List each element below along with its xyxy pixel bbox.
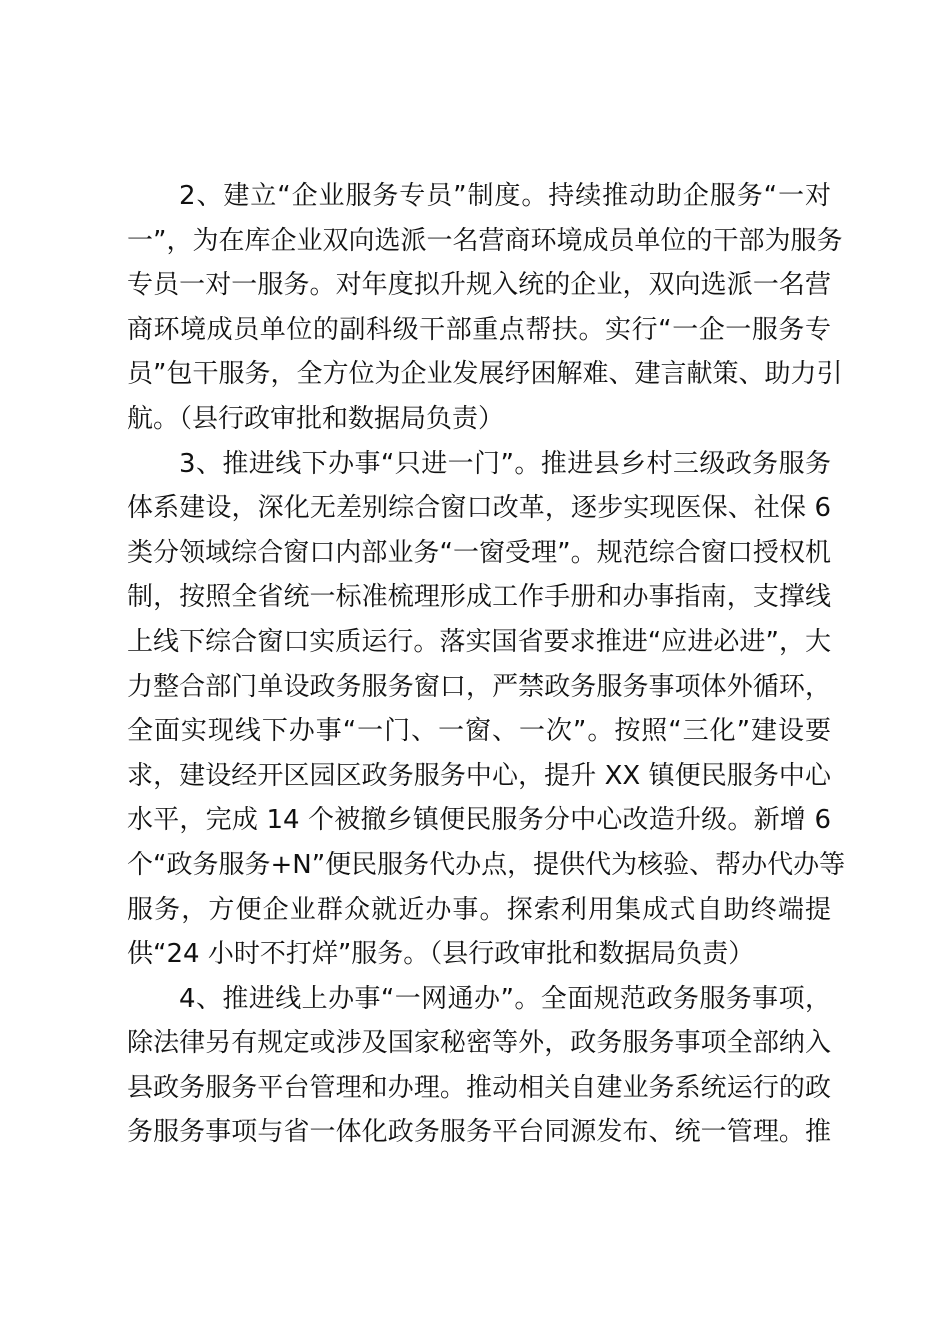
text-line: 4、推进线上办事“一网通办”。全面规范政务服务事项， [179, 983, 831, 1014]
text-line: 商环境成员单位的副科级干部重点帮扶。实行“一企一服务专 [127, 314, 831, 345]
document-body [127, 174, 846, 1155]
paragraph [127, 977, 831, 1155]
text-line: 个“政务服务+N”便民服务代办点，提供代为核验、帮办代办等 [127, 849, 846, 880]
text-line: 一”，为在库企业双向选派一名营商环境成员单位的干部为服务 [127, 225, 843, 256]
text-line: 县政务服务平台管理和办理。推动相关自建业务系统运行的政 [127, 1072, 831, 1103]
text-line: 上线下综合窗口实质运行。落实国省要求推进“应进必进”，大 [127, 626, 831, 657]
text-line: 3、推进线下办事“只进一门”。推进县乡村三级政务服务 [179, 448, 831, 479]
text-line: 制，按照全省统一标准梳理形成工作手册和办事指南，支撑线 [127, 582, 831, 613]
paragraph [127, 442, 846, 977]
text-line: 务服务事项与省一体化政务服务平台同源发布、统一管理。推 [127, 1117, 831, 1148]
text-line: 求，建设经开区园区政务服务中心，提升 XX 镇便民服务中心 [127, 760, 831, 791]
text-line: 全面实现线下办事“一门、一窗、一次”。按照“三化”建设要 [127, 716, 831, 747]
text-line: 水平，完成 14 个被撤乡镇便民服务分中心改造升级。新增 6 [127, 805, 831, 836]
text-line: 力整合部门单设政务服务窗口，严禁政务服务事项体外循环， [127, 671, 831, 702]
text-line: 体系建设，深化无差别综合窗口改革，逐步实现医保、社保 6 [127, 493, 831, 524]
paragraph [127, 174, 843, 442]
text-line: 员”包干服务，全方位为企业发展纾困解难、建言献策、助力引 [127, 359, 843, 390]
text-line: 2、建立“企业服务专员”制度。持续推动助企服务“一对 [179, 181, 831, 211]
text-line: 供“24 小时不打烊”服务。（县行政审批和数据局负责） [127, 939, 755, 970]
text-line: 专员一对一服务。对年度拟升规入统的企业，双向选派一名营 [127, 270, 831, 301]
text-line: 航。（县行政审批和数据局负责） [127, 403, 505, 434]
text-line: 服务，方便企业群众就近办事。探索利用集成式自助终端提 [127, 894, 831, 925]
text-line: 类分领域综合窗口内部业务“一窗受理”。规范综合窗口授权机 [127, 537, 831, 568]
text-line: 除法律另有规定或涉及国家秘密等外，政务服务事项全部纳入 [127, 1028, 831, 1059]
